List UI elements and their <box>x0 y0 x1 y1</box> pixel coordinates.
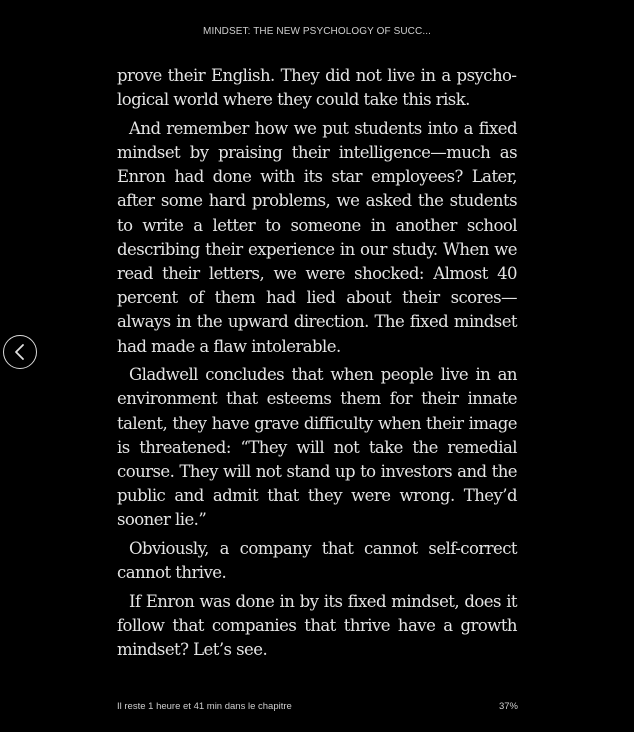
paragraph: If Enron was done in by its fixed mindset, does it follow that companies that thrive have a growth mindset? Let’s see. <box>117 591 517 660</box>
paragraph: Gladwell concludes that when people live in an environment that esteems them for their innate talent, they have grave difficulty when their image is threatened: “They will not take the remedial course. They will not stand up to investors and the public and admit that they were wrong. They’d sooner lie.” <box>117 365 517 530</box>
reading-progress-percent: 37% <box>498 701 518 712</box>
chapter-time-remaining: Il reste 1 heure et 41 min dans le chapitre <box>117 701 292 712</box>
previous-page-button[interactable] <box>3 335 37 369</box>
paragraph: Obviously, a company that cannot self-correct cannot thrive. <box>117 539 517 583</box>
paragraph: And remember how we put students into a fixed mindset by praising their intelligence—much as Enron had done with its star employees? Later, after some hard problems, we asked the students to write a letter to someone in another school describing their experience in our study. When we read their letters, we were shocked: Almost 40 percent of them had lied about their scores—always in the upward direction. The fixed mindset had made a flaw intolerable. <box>117 118 517 356</box>
paragraph: prove their English. They did not live in a psychological world where they could take this risk. <box>117 66 517 110</box>
book-page-text <box>117 64 517 667</box>
book-title: MINDSET: THE NEW PSYCHOLOGY OF SUCC... <box>203 26 431 37</box>
chevron-left-icon <box>13 343 27 361</box>
